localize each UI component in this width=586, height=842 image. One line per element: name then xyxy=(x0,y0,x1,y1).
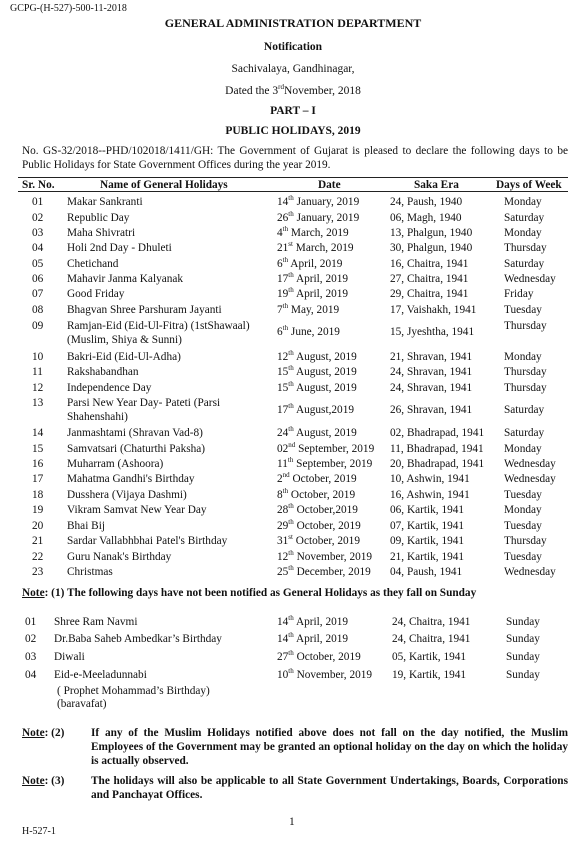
row-date: 24th August, 2019 xyxy=(277,425,357,439)
item-holiday-name: Diwali xyxy=(54,651,85,663)
row-saka-era: 15, Jyeshtha, 1941 xyxy=(390,326,475,338)
row-sr-no: 15 xyxy=(32,443,44,455)
row-saka-era: 24, Shravan, 1941 xyxy=(390,366,473,378)
row-day-of-week: Wednesday xyxy=(504,273,556,285)
row-holiday-name: Guru Nanak's Birthday xyxy=(67,551,172,563)
row-date: 12th November, 2019 xyxy=(277,549,373,563)
row-day-of-week: Monday xyxy=(504,504,542,516)
intro-paragraph: No. GS-32/2018--PHD/102018/1411/GH: The Government of Gujarat is pleased to declare the following days to be Public Holidays for State Government Offices during the year 2019. xyxy=(22,145,568,172)
row-saka-era: 06, Magh, 1940 xyxy=(390,212,462,224)
row-date: 21st March, 2019 xyxy=(277,240,354,254)
notification-heading: Notification xyxy=(263,41,323,53)
row-day-of-week: Saturday xyxy=(504,427,545,439)
row-day-of-week: Tuesday xyxy=(504,520,542,532)
row-date: 2nd October, 2019 xyxy=(277,471,357,485)
row-sr-no: 14 xyxy=(32,427,44,439)
item-holiday-name-line3: (baravafat) xyxy=(57,698,107,710)
note-3-number: : (3) xyxy=(44,775,65,787)
item-date: 27th October, 2019 xyxy=(277,649,361,663)
row-holiday-name: Muharram (Ashoora) xyxy=(67,458,164,470)
document-title: PUBLIC HOLIDAYS, 2019 xyxy=(225,125,361,137)
place-line: Sachivalaya, Gandhinagar, xyxy=(231,63,355,75)
row-sr-no: 06 xyxy=(32,273,44,285)
row-holiday-name: Mahavir Janma Kalyanak xyxy=(67,273,184,285)
row-saka-era: 10, Ashwin, 1941 xyxy=(390,473,470,485)
item-holiday-name: Eid-e-Meeladunnabi xyxy=(54,669,147,681)
row-date: 15th August, 2019 xyxy=(277,364,357,378)
row-sr-no: 01 xyxy=(32,196,44,208)
row-saka-era: 21, Kartik, 1941 xyxy=(390,551,465,563)
row-date: 15th August, 2019 xyxy=(277,380,357,394)
item-holiday-name: Dr.Baba Saheb Ambedkar’s Birthday xyxy=(54,633,222,645)
row-holiday-name: Mahatma Gandhi's Birthday xyxy=(67,473,195,485)
header-date: Date xyxy=(318,179,341,191)
row-day-of-week: Friday xyxy=(504,288,534,300)
row-sr-no: 09 xyxy=(32,320,44,332)
row-day-of-week: Tuesday xyxy=(504,304,542,316)
row-date: 29th October, 2019 xyxy=(277,518,361,532)
row-saka-era: 17, Vaishakh, 1941 xyxy=(390,304,477,316)
item-sr-no: 02 xyxy=(25,633,37,645)
document-code: GCPG-(H-527)-500-11-2018 xyxy=(10,3,127,14)
row-day-of-week: Tuesday xyxy=(504,551,542,563)
row-holiday-name: Holi 2nd Day - Dhuleti xyxy=(67,242,172,254)
row-sr-no: 07 xyxy=(32,288,44,300)
row-saka-era: 26, Shravan, 1941 xyxy=(390,404,473,416)
item-day-of-week: Sunday xyxy=(506,669,540,681)
row-saka-era: 27, Chaitra, 1941 xyxy=(390,273,469,285)
row-date: 19th April, 2019 xyxy=(277,286,349,300)
row-saka-era: 16, Ashwin, 1941 xyxy=(390,489,470,501)
row-holiday-name: Ramjan-Eid (Eid-Ul-Fitra) (1stShawaal) (Muslim, Shiya & Sunni) xyxy=(67,320,250,347)
row-date: 8th October, 2019 xyxy=(277,487,356,501)
row-date: 14th January, 2019 xyxy=(277,194,360,208)
row-date: 17th April, 2019 xyxy=(277,271,349,285)
department-heading: GENERAL ADMINISTRATION DEPARTMENT xyxy=(164,16,422,30)
part-heading: PART – I xyxy=(270,105,316,117)
row-saka-era: 29, Chaitra, 1941 xyxy=(390,288,469,300)
row-saka-era: 11, Bhadrapad, 1941 xyxy=(390,443,484,455)
row-saka-era: 07, Kartik, 1941 xyxy=(390,520,465,532)
item-date: 14th April, 2019 xyxy=(277,614,349,628)
row-sr-no: 20 xyxy=(32,520,44,532)
row-saka-era: 13, Phalgun, 1940 xyxy=(390,227,473,239)
row-holiday-name: Samvatsari (Chaturthi Paksha) xyxy=(67,443,206,455)
header-holiday-name: Name of General Holidays xyxy=(100,179,228,191)
note-3-text: The holidays will also be applicable to all State Government Undertakings, Boards, Corporations and Panchayat Offices. xyxy=(91,775,568,802)
row-date: 7th May, 2019 xyxy=(277,302,340,316)
row-holiday-name: Makar Sankranti xyxy=(67,196,143,208)
row-sr-no: 16 xyxy=(32,458,44,470)
item-date: 10th November, 2019 xyxy=(277,667,373,681)
row-date: 6th April, 2019 xyxy=(277,256,343,270)
row-day-of-week: Thursday xyxy=(504,535,547,547)
row-day-of-week: Saturday xyxy=(504,212,545,224)
row-saka-era: 24, Paush, 1940 xyxy=(390,196,463,208)
row-day-of-week: Monday xyxy=(504,196,542,208)
row-holiday-name: Dusshera (Vijaya Dashmi) xyxy=(67,489,187,501)
row-day-of-week: Wednesday xyxy=(504,566,556,578)
row-holiday-name: Bhai Bij xyxy=(67,520,105,532)
row-holiday-name: Maha Shivratri xyxy=(67,227,136,239)
note-3-label: Note: (3) xyxy=(22,775,65,787)
row-sr-no: 23 xyxy=(32,566,44,578)
note-1-label: Note xyxy=(22,587,45,599)
row-date: 31st October, 2019 xyxy=(277,533,360,547)
row-day-of-week: Thursday xyxy=(504,382,547,394)
footer-code: H-527-1 xyxy=(22,826,56,837)
item-sr-no: 04 xyxy=(25,669,37,681)
table-header xyxy=(0,178,586,192)
row-holiday-name: Good Friday xyxy=(67,288,125,300)
row-holiday-name: Sardar Vallabhbhai Patel's Birthday xyxy=(67,535,228,547)
row-sr-no: 05 xyxy=(32,258,44,270)
item-saka-era: 24, Chaitra, 1941 xyxy=(392,633,471,645)
row-sr-no: 19 xyxy=(32,504,44,516)
row-holiday-name: Republic Day xyxy=(67,212,130,224)
item-sr-no: 01 xyxy=(25,616,37,628)
row-sr-no: 17 xyxy=(32,473,44,485)
row-day-of-week: Monday xyxy=(504,227,542,239)
row-holiday-name: Bhagvan Shree Parshuram Jayanti xyxy=(67,304,222,316)
row-date: 4th March, 2019 xyxy=(277,225,349,239)
row-saka-era: 20, Bhadrapad, 1941 xyxy=(390,458,485,470)
row-day-of-week: Wednesday xyxy=(504,458,556,470)
header-saka-era: Saka Era xyxy=(414,179,459,191)
note-1-text: : (1) The following days have not been notified as General Holidays as they fall on Sunday xyxy=(44,587,477,599)
dated-suffix: November, 2018 xyxy=(284,85,361,97)
row-date: 02nd September, 2019 xyxy=(277,441,375,455)
row-sr-no: 12 xyxy=(32,382,44,394)
row-holiday-name: Janmashtami (Shravan Vad-8) xyxy=(67,427,203,439)
item-saka-era: 19, Kartik, 1941 xyxy=(392,669,467,681)
item-holiday-name-line2: ( Prophet Mohammad’s Birthday) xyxy=(57,685,210,697)
row-sr-no: 04 xyxy=(32,242,44,254)
header-sr-no: Sr. No. xyxy=(22,179,55,191)
row-day-of-week: Thursday xyxy=(504,366,547,378)
row-day-of-week: Saturday xyxy=(504,258,545,270)
row-holiday-name: Chetichand xyxy=(67,258,119,270)
row-sr-no: 21 xyxy=(32,535,44,547)
item-holiday-name: Shree Ram Navmi xyxy=(54,616,138,628)
row-saka-era: 04, Paush, 1941 xyxy=(390,566,463,578)
row-day-of-week: Saturday xyxy=(504,404,545,416)
item-day-of-week: Sunday xyxy=(506,651,540,663)
row-date: 11th September, 2019 xyxy=(277,456,373,470)
row-sr-no: 10 xyxy=(32,351,44,363)
row-saka-era: 09, Kartik, 1941 xyxy=(390,535,465,547)
row-holiday-name: Bakri-Eid (Eid-Ul-Adha) xyxy=(67,351,181,363)
item-saka-era: 05, Kartik, 1941 xyxy=(392,651,467,663)
row-date: 25th December, 2019 xyxy=(277,564,371,578)
item-day-of-week: Sunday xyxy=(506,633,540,645)
note-2-number: : (2) xyxy=(44,727,65,739)
row-day-of-week: Thursday xyxy=(504,242,547,254)
row-holiday-name: Rakshabandhan xyxy=(67,366,139,378)
row-date: 28th October,2019 xyxy=(277,502,358,516)
row-date: 17th August,2019 xyxy=(277,402,355,416)
row-saka-era: 30, Phalgun, 1940 xyxy=(390,242,473,254)
row-day-of-week: Monday xyxy=(504,443,542,455)
row-day-of-week: Thursday xyxy=(504,320,547,332)
row-sr-no: 02 xyxy=(32,212,44,224)
row-sr-no: 08 xyxy=(32,304,44,316)
note-2-text: If any of the Muslim Holidays notified above does not fall on the day notified, the Muslim Employees of the Government may be granted an optional holiday on the day on which the holiday is actually observed. xyxy=(91,727,568,768)
row-sr-no: 13 xyxy=(32,397,44,409)
page-number: 1 xyxy=(289,816,295,828)
row-date: 6th June, 2019 xyxy=(277,324,340,338)
row-holiday-name: Independence Day xyxy=(67,382,152,394)
row-saka-era: 16, Chaitra, 1941 xyxy=(390,258,469,270)
row-holiday-name: Vikram Samvat New Year Day xyxy=(67,504,207,516)
header-days-of-week: Days of Week xyxy=(496,179,562,191)
row-date: 12th August, 2019 xyxy=(277,349,357,363)
item-day-of-week: Sunday xyxy=(506,616,540,628)
row-day-of-week: Tuesday xyxy=(504,489,542,501)
row-holiday-name: Christmas xyxy=(67,566,113,578)
row-holiday-name: Parsi New Year Day- Pateti (Parsi Shahenshahi) xyxy=(67,397,221,424)
row-saka-era: 24, Shravan, 1941 xyxy=(390,382,473,394)
row-sr-no: 18 xyxy=(32,489,44,501)
row-sr-no: 03 xyxy=(32,227,44,239)
row-saka-era: 02, Bhadrapad, 1941 xyxy=(390,427,485,439)
note-2-label: Note: (2) xyxy=(22,727,65,739)
item-date: 14th April, 2019 xyxy=(277,631,349,645)
table-header-rule xyxy=(18,191,568,192)
dated-line: Dated the 3rdNovember, 2018 xyxy=(225,83,361,97)
row-sr-no: 11 xyxy=(32,366,43,378)
row-day-of-week: Monday xyxy=(504,351,542,363)
row-sr-no: 22 xyxy=(32,551,44,563)
row-day-of-week: Wednesday xyxy=(504,473,556,485)
row-date: 26th January, 2019 xyxy=(277,210,360,224)
row-saka-era: 06, Kartik, 1941 xyxy=(390,504,465,516)
note-1 xyxy=(22,586,476,600)
item-saka-era: 24, Chaitra, 1941 xyxy=(392,616,471,628)
row-saka-era: 21, Shravan, 1941 xyxy=(390,351,473,363)
item-sr-no: 03 xyxy=(25,651,37,663)
